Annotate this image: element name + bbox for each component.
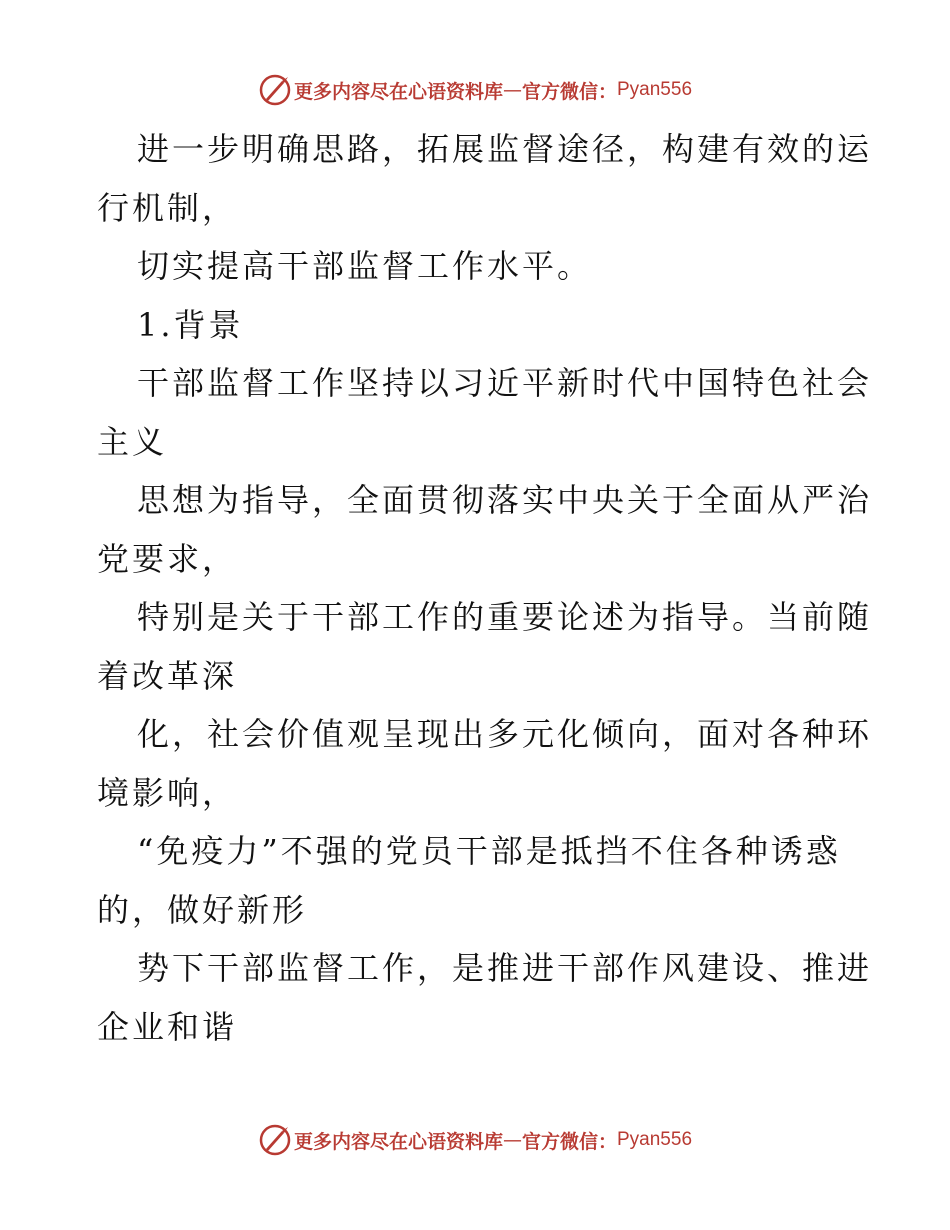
paragraph-line: 进一步明确思路，拓展监督途径，构建有效的运 xyxy=(137,130,873,168)
watermark-dash: — xyxy=(502,79,522,101)
watermark-text: 更多内容尽在心语资料库 xyxy=(293,1130,503,1153)
paragraph-line: 的，做好新形 xyxy=(97,890,308,929)
quill-pen-logo-icon xyxy=(258,73,292,107)
paragraph-line: “免疫力”不强的党员干部是抵挡不住各种诱惑 xyxy=(137,832,841,870)
paragraph-line: 干部监督工作坚持以习近平新时代中国特色社会 xyxy=(137,364,873,402)
paragraph-line: 势下干部监督工作，是推进干部作风建设、推进 xyxy=(137,949,873,987)
paragraph-line: 主义 xyxy=(97,422,168,461)
watermark-label: 官方微信： xyxy=(521,1130,617,1153)
paragraph-line: 着改革深 xyxy=(97,656,238,695)
paragraph-line: 党要求， xyxy=(97,539,238,578)
watermark-label: 官方微信： xyxy=(521,80,617,103)
watermark-dash: — xyxy=(502,1129,522,1151)
watermark-id: Pyan556 xyxy=(617,1129,693,1150)
paragraph-line: 企业和谐 xyxy=(97,1007,238,1046)
paragraph-line: 化，社会价值观呈现出多元化倾向，面对各种环 xyxy=(137,715,873,753)
paragraph-line: 行机制， xyxy=(97,188,238,227)
quill-pen-logo-icon xyxy=(258,1123,292,1157)
footer-watermark xyxy=(0,1120,950,1160)
paragraph-line: 切实提高干部监督工作水平。 xyxy=(137,247,593,285)
document-body xyxy=(97,120,873,1056)
watermark-text: 更多内容尽在心语资料库 xyxy=(293,80,503,103)
paragraph-line: 境影响， xyxy=(97,773,238,812)
paragraph-line: 思想为指导，全面贯彻落实中央关于全面从严治 xyxy=(137,481,873,519)
paragraph-line: 特别是关于干部工作的重要论述为指导。当前随 xyxy=(137,598,873,636)
watermark-id: Pyan556 xyxy=(617,79,693,100)
section-heading: 1.背景 xyxy=(137,305,244,344)
header-watermark xyxy=(0,70,950,110)
